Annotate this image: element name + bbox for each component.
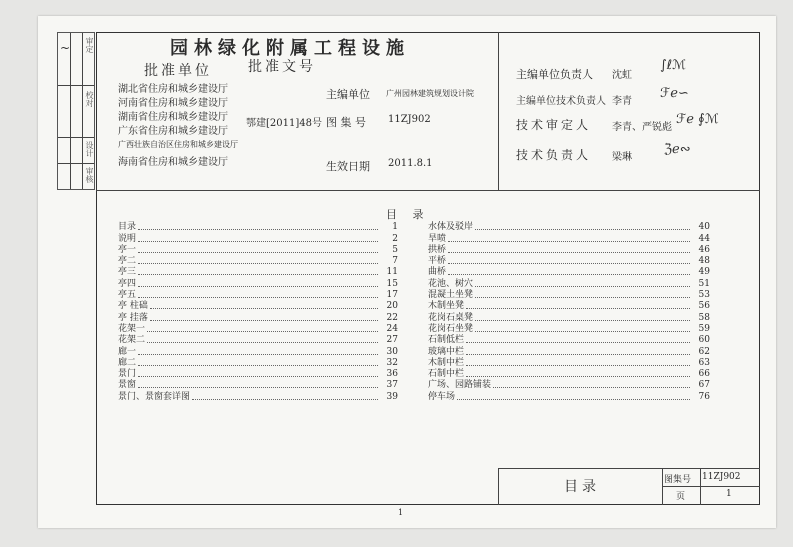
toc-entry-page: 40 xyxy=(698,222,710,233)
toc-entry xyxy=(118,256,398,267)
toc-entry-title: 花池、树穴 xyxy=(428,278,474,289)
toc-entry xyxy=(118,222,398,233)
toc-entry-page: 1 xyxy=(392,222,398,233)
toc-entry-title: 广场、园路铺装 xyxy=(428,380,492,391)
toc-entry-page: 22 xyxy=(386,312,398,323)
header-divider xyxy=(96,190,760,191)
page-value: 1 xyxy=(726,489,732,499)
toc-entry xyxy=(118,346,398,357)
toc-entry-title: 廊一 xyxy=(118,346,137,357)
toc-entry-page: 15 xyxy=(386,278,398,289)
toc-leader-dots xyxy=(475,320,690,321)
toc-entry-title: 旱喷 xyxy=(428,233,447,244)
toc-entry-page: 58 xyxy=(698,312,710,323)
approval-unit: 海南省住房和城乡建设厅 xyxy=(118,157,228,168)
toc-leader-dots xyxy=(150,320,378,321)
atlas-number-label: 图 集 号 xyxy=(326,116,366,129)
toc-entry-page: 56 xyxy=(698,301,710,312)
toc-entry-title: 目录 xyxy=(118,222,137,233)
title-block-row xyxy=(662,486,760,487)
toc-entry-page: 62 xyxy=(698,346,710,357)
toc-entry xyxy=(428,391,710,402)
toc-entry xyxy=(118,391,398,402)
editor-unit-label: 主编单位 xyxy=(326,88,370,101)
responsible-name: 李青 xyxy=(612,96,632,107)
toc-entry-page: 53 xyxy=(698,290,710,301)
toc-entry-page: 44 xyxy=(698,233,710,244)
toc-entry-title: 停车场 xyxy=(428,391,456,402)
toc-entry xyxy=(428,245,710,256)
signature-mark: ℱℯ∽ xyxy=(660,86,689,101)
approval-doc-label: 批准文号 xyxy=(248,59,316,75)
toc-entry-title: 平桥 xyxy=(428,256,447,267)
toc-leader-dots xyxy=(466,308,690,309)
toc-entry xyxy=(428,290,710,301)
toc-entry-title: 花架一 xyxy=(118,323,146,334)
toc-entry-title: 木制中栏 xyxy=(428,357,465,368)
toc-entry xyxy=(428,324,710,335)
toc-left-column xyxy=(118,222,398,403)
atlas-value: 11ZJ902 xyxy=(702,472,741,482)
toc-entry-title: 花架二 xyxy=(118,335,146,346)
atlas-label: 图集号 xyxy=(664,475,692,485)
toc-entry-page: 48 xyxy=(698,256,710,267)
toc-entry xyxy=(118,335,398,346)
approval-doc-number: 鄂建[2011]48号 xyxy=(246,118,322,129)
toc-leader-dots xyxy=(466,354,690,355)
approval-unit: 湖北省住房和城乡建设厅 xyxy=(118,84,228,95)
toc-entry xyxy=(118,369,398,380)
toc-entry-page: 36 xyxy=(386,369,398,380)
toc-entry-title: 玻璃中栏 xyxy=(428,346,465,357)
toc-entry xyxy=(118,358,398,369)
responsible-label: 主编单位负责人 xyxy=(516,68,593,81)
responsible-name: 梁琳 xyxy=(612,152,632,163)
side-cell: 审定 xyxy=(85,37,94,53)
toc-entry xyxy=(118,267,398,278)
responsible-name: 李青、严锐彪 xyxy=(612,122,672,133)
toc-leader-dots xyxy=(448,241,690,242)
toc-entry xyxy=(428,312,710,323)
toc-entry-title: 亭五 xyxy=(118,290,137,301)
toc-entry-title: 花岗石坐凳 xyxy=(428,323,474,334)
toc-leader-dots xyxy=(493,387,690,388)
toc-entry-title: 亭一 xyxy=(118,244,137,255)
page-title: 园林绿化附属工程设施 xyxy=(170,38,410,59)
toc-entry-title: 拱桥 xyxy=(428,244,447,255)
toc-leader-dots xyxy=(138,241,378,242)
toc-leader-dots xyxy=(138,297,378,298)
toc-leader-dots xyxy=(466,376,690,377)
toc-entry-title: 景门、景窗套详图 xyxy=(118,391,191,402)
toc-entry xyxy=(118,278,398,289)
toc-entry-title: 木制坐凳 xyxy=(428,301,465,312)
toc-entry xyxy=(428,256,710,267)
effective-date-value: 2011.8.1 xyxy=(388,158,433,169)
toc-leader-dots xyxy=(475,286,690,287)
responsible-name: 沈虹 xyxy=(612,70,632,81)
signature-mark: ~ xyxy=(60,41,71,55)
toc-entry-page: 39 xyxy=(386,391,398,402)
toc-entry-title: 花岗石桌凳 xyxy=(428,312,474,323)
toc-entry-title: 景门 xyxy=(118,369,137,380)
toc-entry-page: 20 xyxy=(386,301,398,312)
toc-entry-page: 27 xyxy=(386,335,398,346)
toc-entry-title: 曲桥 xyxy=(428,267,447,278)
toc-leader-dots xyxy=(150,308,378,309)
toc-entry-page: 32 xyxy=(386,357,398,368)
toc-entry xyxy=(428,267,710,278)
toc-entry xyxy=(118,301,398,312)
header-split-line xyxy=(498,32,499,190)
atlas-number-value: 11ZJ902 xyxy=(388,114,431,125)
sheet-title: 目录 xyxy=(564,479,600,495)
toc-leader-dots xyxy=(138,274,378,275)
side-cell: 校对 xyxy=(85,91,94,107)
toc-entry-page: 67 xyxy=(698,380,710,391)
approval-unit: 广东省住房和城乡建设厅 xyxy=(118,126,228,137)
toc-leader-dots xyxy=(138,365,378,366)
toc-leader-dots xyxy=(147,331,378,332)
toc-entry xyxy=(118,312,398,323)
toc-entry xyxy=(428,346,710,357)
toc-entry-page: 2 xyxy=(392,233,398,244)
title-block-left xyxy=(498,468,499,505)
toc-leader-dots xyxy=(138,252,378,253)
toc-entry-page: 63 xyxy=(698,357,710,368)
toc-leader-dots xyxy=(138,354,378,355)
toc-entry-title: 石制低栏 xyxy=(428,335,465,346)
toc-title: 目 录 xyxy=(386,208,430,221)
toc-leader-dots xyxy=(466,365,690,366)
toc-leader-dots xyxy=(138,387,378,388)
toc-leader-dots xyxy=(448,274,690,275)
side-signature-block xyxy=(57,32,95,190)
toc-entry-title: 景窗 xyxy=(118,380,137,391)
title-block-top xyxy=(498,468,760,469)
toc-leader-dots xyxy=(192,399,378,400)
toc-entry-page: 5 xyxy=(392,244,398,255)
toc-entry xyxy=(428,222,710,233)
toc-entry xyxy=(428,233,710,244)
toc-entry xyxy=(428,380,710,391)
toc-leader-dots xyxy=(448,263,690,264)
toc-right-column xyxy=(428,222,710,403)
toc-entry xyxy=(118,245,398,256)
toc-entry-title: 廊二 xyxy=(118,357,137,368)
toc-leader-dots xyxy=(448,252,690,253)
toc-leader-dots xyxy=(457,399,690,400)
toc-entry-page: 17 xyxy=(386,290,398,301)
toc-entry-title: 说明 xyxy=(118,233,137,244)
approval-unit: 湖南省住房和城乡建设厅 xyxy=(118,112,228,123)
approval-unit-label: 批准单位 xyxy=(144,63,212,79)
toc-entry-page: 11 xyxy=(386,267,398,278)
effective-date-label: 生效日期 xyxy=(326,160,370,173)
responsible-label: 技术审定人 xyxy=(516,118,592,132)
toc-entry xyxy=(118,324,398,335)
responsible-label: 技术负责人 xyxy=(516,148,592,162)
responsible-label: 主编单位技术负责人 xyxy=(516,96,606,107)
toc-entry-page: 30 xyxy=(386,346,398,357)
toc-leader-dots xyxy=(475,297,690,298)
toc-leader-dots xyxy=(475,229,690,230)
toc-entry-title: 亭四 xyxy=(118,278,137,289)
toc-entry-page: 49 xyxy=(698,267,710,278)
toc-entry-title: 混凝土坐凳 xyxy=(428,290,474,301)
toc-entry xyxy=(118,233,398,244)
toc-entry-page: 76 xyxy=(698,391,710,402)
toc-entry-title: 石制中栏 xyxy=(428,369,465,380)
signature-mark: ℨℯ∾ xyxy=(664,142,691,157)
toc-leader-dots xyxy=(138,263,378,264)
toc-entry-page: 37 xyxy=(386,380,398,391)
toc-leader-dots xyxy=(138,376,378,377)
toc-entry-page: 46 xyxy=(698,244,710,255)
editor-unit-value: 广州园林建筑规划设计院 xyxy=(386,89,474,98)
toc-entry xyxy=(118,290,398,301)
toc-leader-dots xyxy=(138,286,378,287)
side-cell: 设计 xyxy=(85,141,94,157)
toc-leader-dots xyxy=(147,342,378,343)
approval-unit: 河南省住房和城乡建设厅 xyxy=(118,98,228,109)
toc-entry xyxy=(428,301,710,312)
toc-entry-title: 亭三 xyxy=(118,267,137,278)
page-label: 页 xyxy=(676,492,686,502)
toc-entry-title: 亭 挂落 xyxy=(118,312,148,323)
toc-entry-page: 7 xyxy=(392,256,398,267)
toc-entry-page: 60 xyxy=(698,335,710,346)
toc-leader-dots xyxy=(138,229,378,230)
side-cell: 审核 xyxy=(85,167,94,183)
toc-entry-page: 66 xyxy=(698,369,710,380)
approval-unit: 广西壮族自治区住房和城乡建设厅 xyxy=(118,140,238,149)
toc-leader-dots xyxy=(466,342,690,343)
footer-page-number: 1 xyxy=(398,508,404,517)
signature-mark: ℱℯ ∮ℳ xyxy=(676,112,719,127)
toc-entry xyxy=(428,335,710,346)
signature-mark: ∫ℓℳ xyxy=(660,58,687,73)
toc-entry-page: 51 xyxy=(698,278,710,289)
toc-entry-title: 亭二 xyxy=(118,256,137,267)
toc-leader-dots xyxy=(475,331,690,332)
toc-entry-title: 亭 柱础 xyxy=(118,301,148,312)
toc-entry xyxy=(428,358,710,369)
toc-entry xyxy=(428,369,710,380)
toc-entry xyxy=(428,278,710,289)
toc-entry-title: 水体及驳岸 xyxy=(428,222,474,233)
toc-entry xyxy=(118,380,398,391)
toc-entry-page: 24 xyxy=(386,323,398,334)
toc-entry-page: 59 xyxy=(698,323,710,334)
